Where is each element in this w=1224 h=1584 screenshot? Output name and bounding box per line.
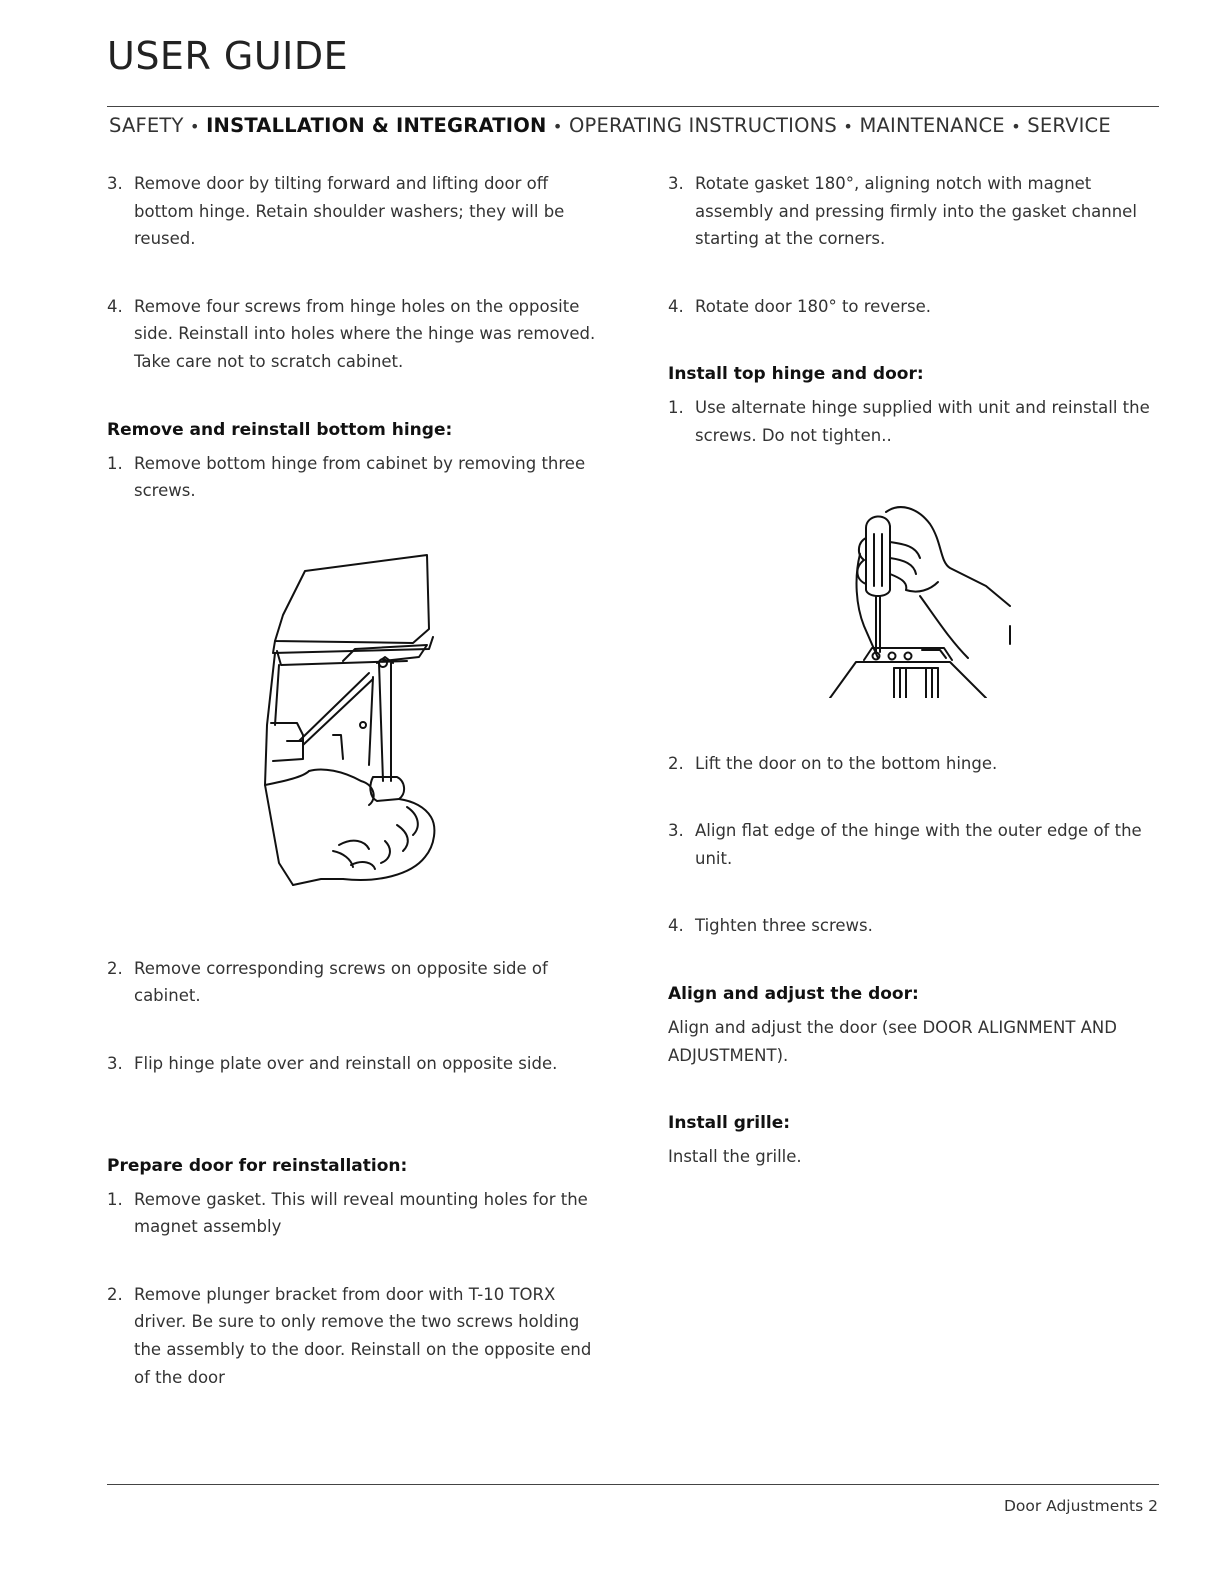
list-item <box>668 750 1163 778</box>
nav-item-installation[interactable]: INSTALLATION & INTEGRATION <box>206 114 547 137</box>
section-heading: Remove and reinstall bottom hinge: <box>107 419 453 440</box>
step-number: 2. <box>107 958 123 978</box>
list-item <box>107 955 597 1010</box>
list-item <box>107 1281 597 1391</box>
step-text: Align flat edge of the hinge with the outer edge of the unit. <box>695 821 1142 868</box>
step-number: 4. <box>668 296 684 316</box>
step-text: Rotate gasket 180°, aligning notch with magnet assembly and pressing firmly into the gasket channel starting at the corners. <box>695 174 1137 249</box>
step-text: Tighten three screws. <box>695 916 873 936</box>
nav-item-maintenance[interactable]: MAINTENANCE <box>859 114 1005 137</box>
step-number: 2. <box>107 1284 123 1304</box>
step-number: 4. <box>668 916 684 936</box>
step-text: Remove gasket. This will reveal mounting holes for the magnet assembly <box>134 1189 588 1237</box>
step-number: 1. <box>107 453 123 473</box>
list-item <box>107 1186 597 1241</box>
step-number: 3. <box>107 174 123 193</box>
step-text: Lift the door on to the bottom hinge. <box>695 753 998 773</box>
section-nav <box>109 114 1169 137</box>
list-item <box>107 170 597 253</box>
page-footer-label: Door Adjustments 2 <box>1003 1497 1158 1515</box>
section-text: Install the grille. <box>668 1147 802 1167</box>
list-item <box>668 817 1163 872</box>
nav-item-safety[interactable]: SAFETY <box>109 114 184 137</box>
list-item <box>668 394 1163 449</box>
nav-item-service[interactable]: SERVICE <box>1027 114 1111 137</box>
step-text: Remove corresponding screws on opposite side of cabinet. <box>134 958 548 1006</box>
nav-separator: • <box>1011 117 1021 136</box>
step-number: 4. <box>107 296 123 316</box>
header-rule <box>107 106 1159 107</box>
section-heading: Align and adjust the door: <box>668 983 919 1004</box>
step-number: 3. <box>668 821 684 841</box>
section-heading: Prepare door for reinstallation: <box>107 1155 408 1176</box>
list-item <box>107 450 597 505</box>
page-title: USER GUIDE <box>107 34 349 78</box>
footer-rule <box>107 1484 1159 1485</box>
step-number: 2. <box>668 753 684 773</box>
list-item <box>107 1050 597 1078</box>
left-column <box>107 170 597 1391</box>
step-text: Rotate door 180° to reverse. <box>695 296 932 316</box>
list-item <box>668 170 1163 253</box>
nav-separator: • <box>843 117 854 136</box>
bottom-hinge-illustration <box>107 545 597 891</box>
step-text: Remove plunger bracket from door with T-10 TORX driver. Be sure to only remove the two screws holding the assembly to the door. Reinstall on the opposite end of the door <box>134 1284 592 1387</box>
step-text: Use alternate hinge supplied with unit and reinstall the screws. Do not tighten.. <box>695 398 1150 445</box>
list-item <box>668 912 1163 940</box>
step-text: Remove four screws from hinge holes on the opposite side. Reinstall into holes where the hinge was removed. Take care not to scratch cabinet. <box>134 296 596 371</box>
step-number: 3. <box>107 1053 123 1073</box>
step-text: Remove bottom hinge from cabinet by removing three screws. <box>134 453 586 501</box>
nav-separator: • <box>190 117 200 136</box>
step-text: Remove door by tilting forward and lifting door off bottom hinge. Retain shoulder washers; they will be reused. <box>134 174 565 249</box>
step-number: 1. <box>668 398 684 418</box>
nav-item-operating[interactable]: OPERATING INSTRUCTIONS <box>568 114 837 137</box>
nav-separator: • <box>552 117 563 136</box>
step-number: 3. <box>668 174 684 193</box>
top-hinge-illustration <box>668 498 1163 698</box>
step-number: 1. <box>107 1189 123 1209</box>
step-text: Flip hinge plate over and reinstall on opposite side. <box>134 1053 558 1073</box>
list-item <box>668 293 1163 321</box>
right-column <box>668 170 1163 1171</box>
section-heading: Install grille: <box>668 1113 791 1134</box>
list-item <box>107 293 597 376</box>
section-heading: Install top hinge and door: <box>668 364 924 385</box>
section-text: Align and adjust the door (see DOOR ALIGNMENT AND ADJUSTMENT). <box>668 1017 1117 1065</box>
